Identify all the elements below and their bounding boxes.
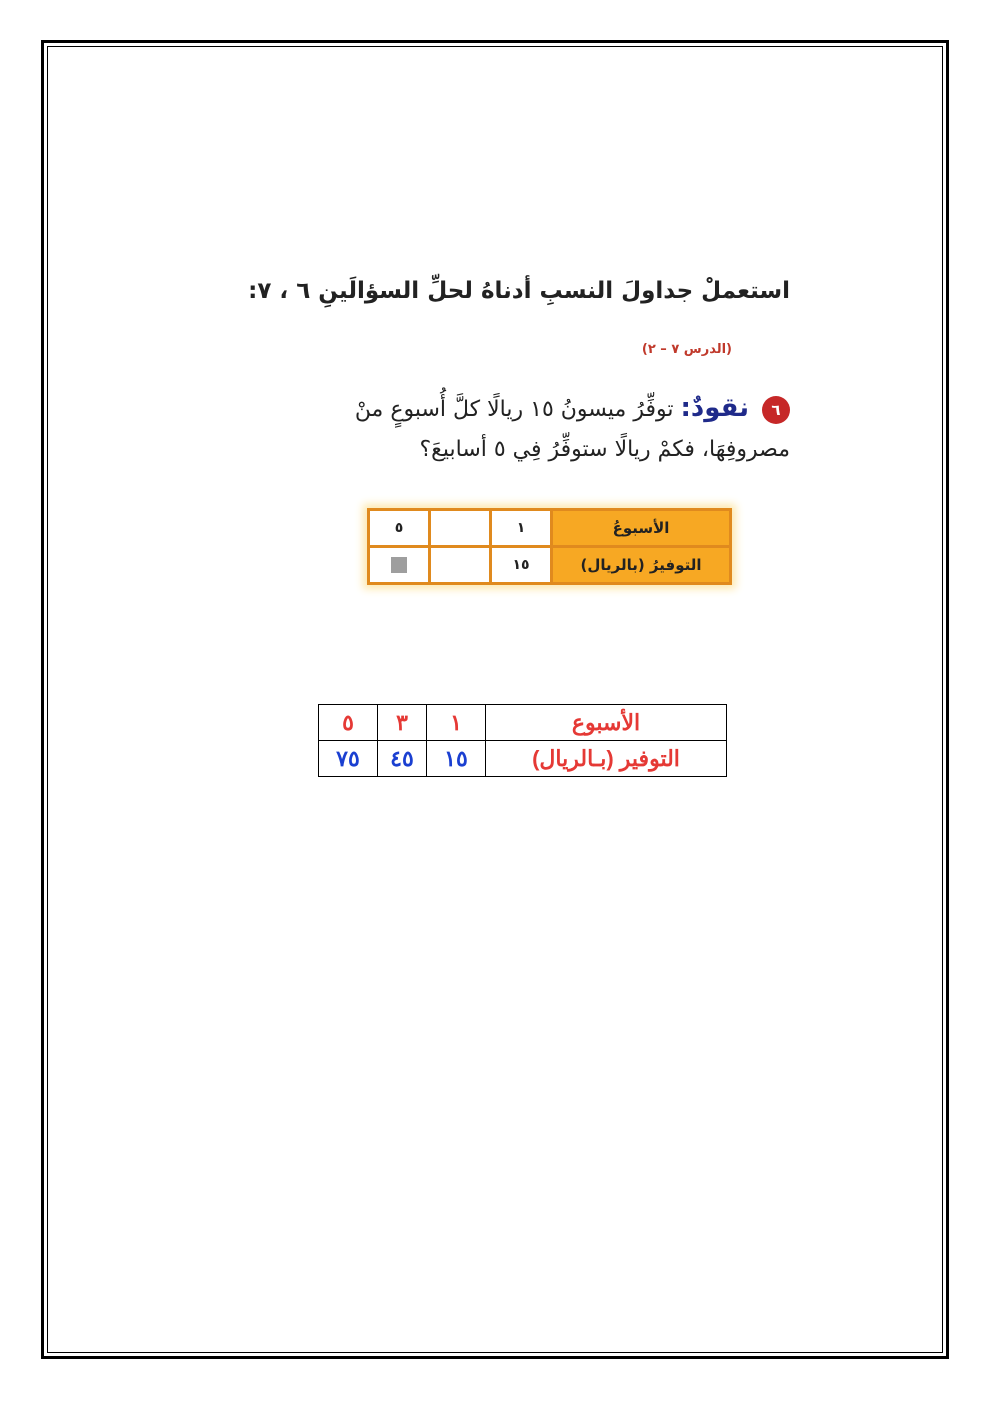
table-cell [430,547,491,584]
table-cell: ١٥ [491,547,552,584]
table-cell: ٥ [369,510,430,547]
table-row [369,547,731,584]
row-header-week: الأسبوعُ [552,510,731,547]
question-number-badge: ٦ [762,396,790,424]
table-row [369,510,731,547]
page-border-inner [47,46,943,1353]
textbook-excerpt [248,270,790,605]
answer-row-header-week: الأسبوع [486,705,727,741]
table-row [319,705,727,741]
problem-topic: نقودٌ: [680,393,749,423]
table-cell: ١ [491,510,552,547]
placeholder-box-icon [391,557,407,573]
row-header-savings: التوفيرُ (بالريال) [552,547,731,584]
ratio-table-textbook [367,508,732,585]
table-row [319,741,727,777]
answer-cell: ١٥ [427,741,486,777]
problem-statement [328,388,790,470]
unknown-answer-cell [369,547,430,584]
table-cell [430,510,491,547]
lesson-reference: (الدرس ٧ – ٢) [641,342,732,357]
answer-cell: ٤٥ [378,741,427,777]
answer-cell: ٥ [319,705,378,741]
ratio-table-answer [318,704,727,777]
problem-line-2: مصروفِهَا، فكمْ ريالًا ستوفِّرُ فِي ٥ أسابيعَ؟ [419,437,790,462]
answer-cell: ٣ [378,705,427,741]
answer-cell: ١ [427,705,486,741]
answer-cell: ٧٥ [319,741,378,777]
instruction-text: استعملْ جداولَ النسبِ أدناهُ لحلِّ السؤالَينِ ٦ ، ٧: [248,278,790,304]
problem-line-1: توفِّرُ ميسونُ ١٥ ريالًا كلَّ أُسبوعٍ منْ [354,397,674,422]
answer-row-header-savings: التوفير (بـالريال) [486,741,727,777]
